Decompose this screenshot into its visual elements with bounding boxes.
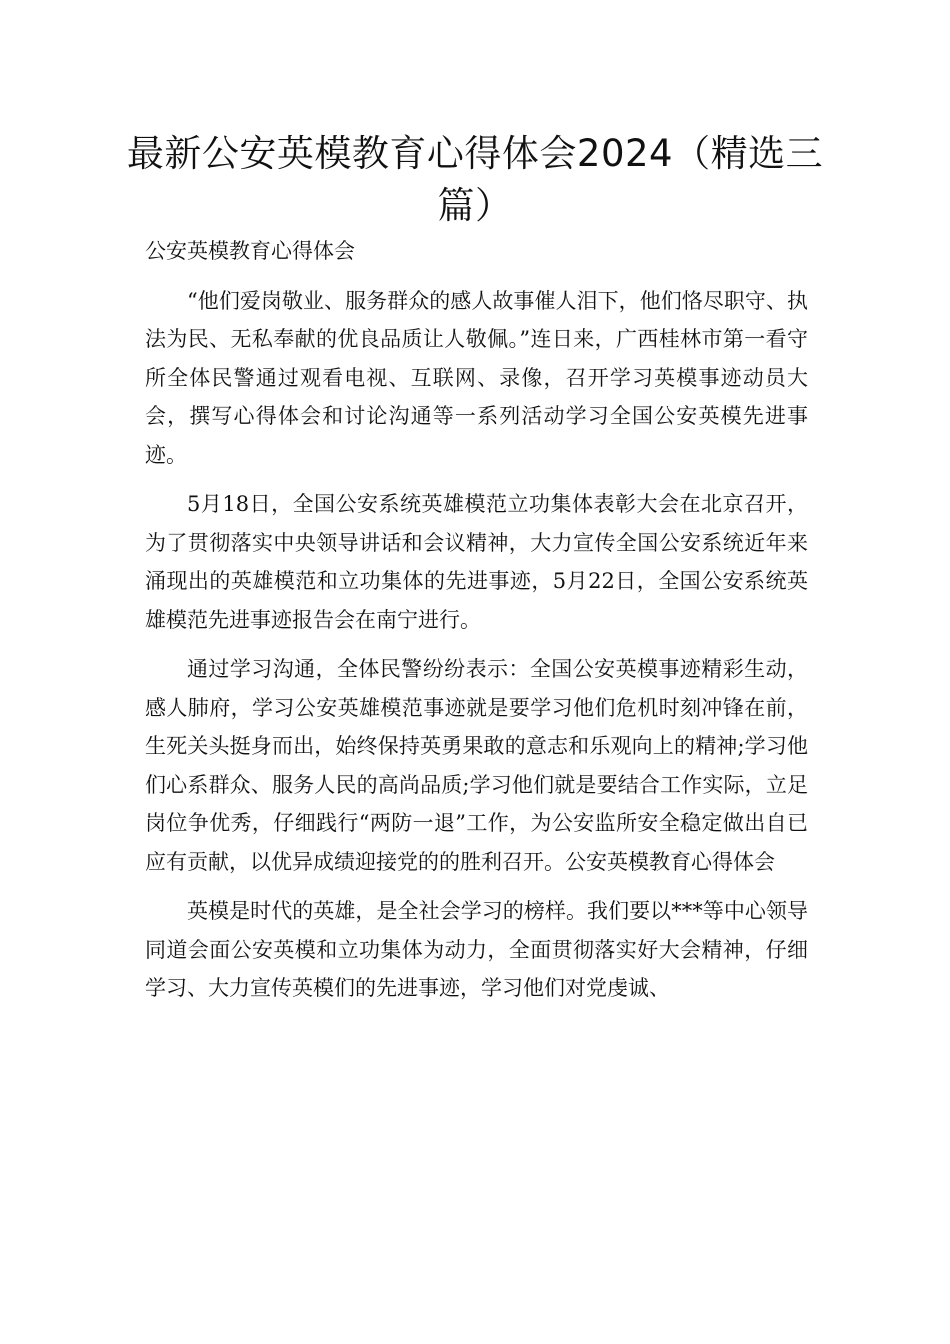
paragraph-1: “他们爱岗敬业、服务群众的感人故事催人泪下，他们恪尽职守、执法为民、无私奉献的优良品质让人敬佩。”连日来，广西桂林市第一看守所全体民警通过观看电视、互联网、录像，召开学习英模事迹动员大会，撰写心得体会和讨论沟通等一系列活动学习全国公安英模先进事迹。 (145, 288, 808, 467)
document-body (145, 232, 808, 1019)
section-heading: 公安英模教育心得体会 (145, 239, 355, 263)
paragraph-2: 5月18日，全国公安系统英雄模范立功集体表彰大会在北京召开，为了贯彻落实中央领导讲话和会议精神，大力宣传全国公安系统近年来涌现出的英雄模范和立功集体的先进事迹，5月22日，全国公安系统英雄模范先进事迹报告会在南宁进行。 (145, 492, 808, 632)
paragraph-4: 英模是时代的英雄，是全社会学习的榜样。我们要以***等中心领导同道会面公安英模和立功集体为动力，全面贯彻落实好大会精神，仔细学习、大力宣传英模们的先进事迹，学习他们对党虔诚、 (145, 899, 808, 1000)
paragraph-3: 通过学习沟通，全体民警纷纷表示：全国公安英模事迹精彩生动，感人肺府，学习公安英雄模范事迹就是要学习他们危机时刻冲锋在前，生死关头挺身而出，始终保持英勇果敢的意志和乐观向上的精神;学习他们心系群众、服务人民的高尚品质;学习他们就是要结合工作实际，立足岗位争优秀，仔细践行“两防一退”工作，为公安监所安全稳定做出自已应有贡献，以优异成绩迎接党的的胜利召开。公安英模教育心得体会 (145, 657, 808, 874)
document-title: 最新公安英模教育心得体会2024（精选三篇） (126, 132, 824, 227)
